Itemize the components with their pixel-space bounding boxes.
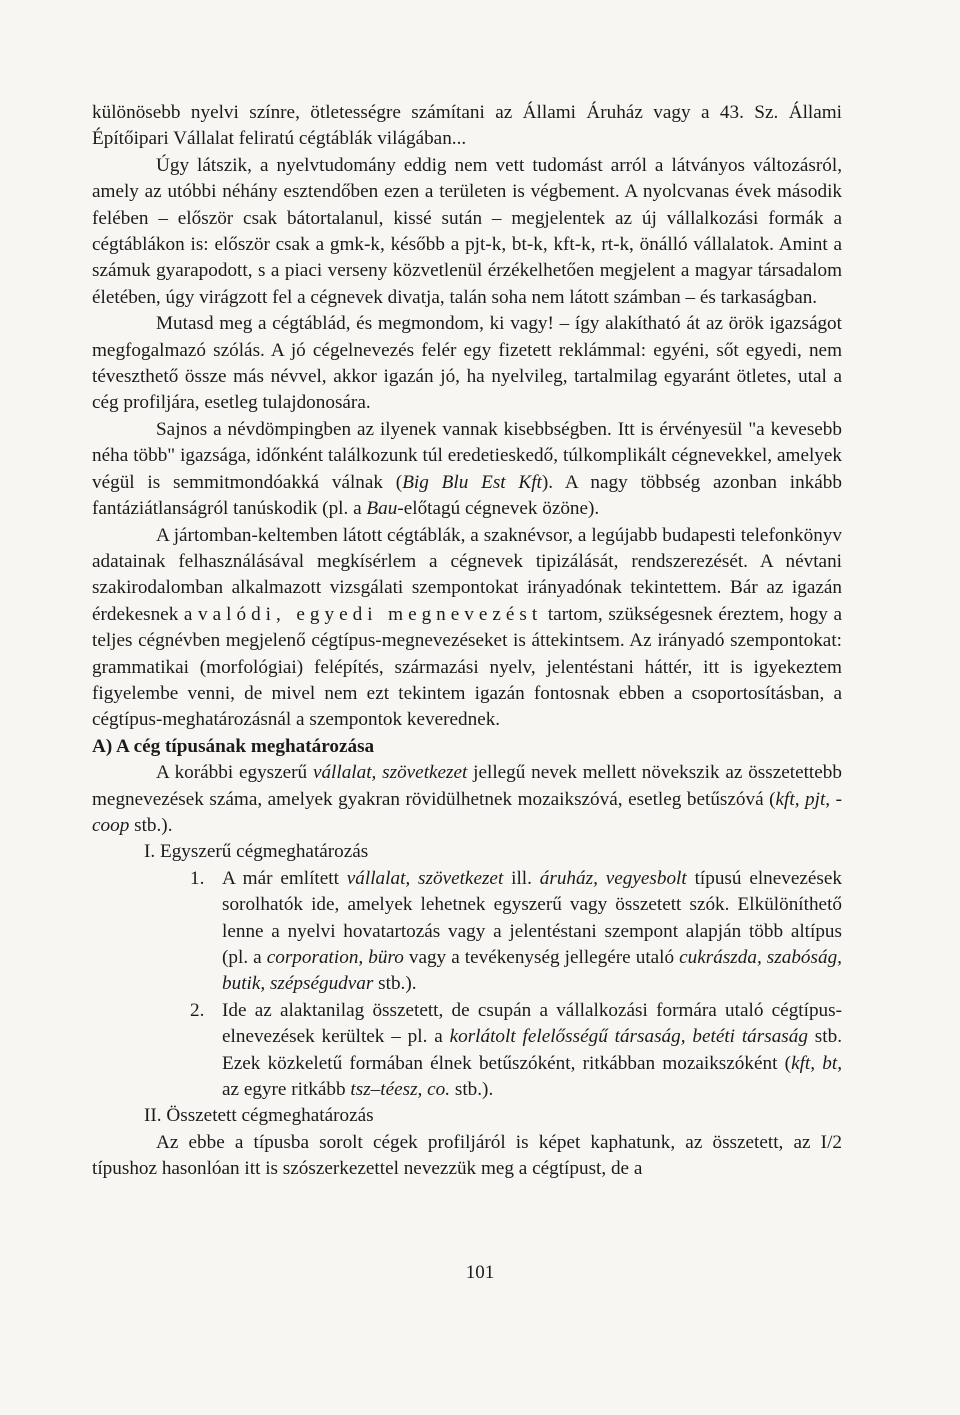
item-text: Ide az alaktanilag összetett, de csupán a vállalkozási formára utaló cégtípus-elnevezések kerültek – pl. a: [222, 999, 842, 1048]
item-example: vállalat, szövetkezet: [346, 867, 504, 889]
list-item: [190, 866, 842, 998]
subsection-2-text: Az ebbe a típusba sorolt cégek profiljáról is képet kaphatunk, az összetett, az I/2 típushoz hasonlóan itt is szószerkezettel nevezzük meg a cégtípust, de a: [92, 1131, 842, 1180]
section-a-heading: A) A cég típusának meghatározása: [92, 735, 375, 757]
paragraph-4: [92, 417, 842, 523]
intro-example-1: vállalat, szövetkezet: [312, 762, 468, 784]
item-example: áruház, vegyesbolt: [539, 867, 687, 889]
item-text: stb. Ezek közkeletű formában élnek betűszóként, ritkábban mozaikszóként (: [222, 1026, 842, 1074]
section-a-intro: [92, 760, 842, 839]
p4-text-c: -előtagú cégnevek özöne).: [397, 498, 600, 520]
subsection-2-heading: II. Összetett cégmeghatározás: [144, 1105, 374, 1127]
p4-example-2: Bau: [366, 498, 398, 520]
paragraph-2: Úgy látszik, a nyelvtudomány eddig nem vett tudomást arról a látványos változásról, amely az utóbbi néhány esztendőben ezen a területen is végbement. A nyolcvanas évek második felében – először csak bátortalanul, kissé sután – megjelentek az új vállalkozási formák a cégtáblákon is: először csak a gmk-k, később a pjt-k, bt-k, kft-k, rt-k, önálló vállalatok. Amint a számuk gyarapodott, s a piaci verseny közvetlenül érzékelhetően megjelent a magyar társadalom életében, úgy virágzott fel a cégnevek divatja, talán soha nem látott számban – és tarkaságban.: [92, 154, 842, 308]
item-number: 1.: [190, 867, 205, 889]
paragraph-1: különösebb nyelvi színre, ötletességre számítani az Állami Áruház vagy a 43. Sz. Állami Építőipari Vállalat feliratú cégtáblák világában...: [92, 102, 842, 150]
paragraph-5: [92, 523, 842, 734]
item-body: [222, 866, 842, 998]
item-text: típusú elnevezések sorolhatók ide, amelyek lehetnek egyszerű vagy összetett szók. Elkülöníthető lenne a nyelvi hovatartozás vagy a jelentéstani szempont alapján több altípus (pl. a: [222, 867, 842, 968]
item-example: korlátolt felelősségű társaság, betéti társaság: [449, 1026, 808, 1048]
item-text: ill.: [503, 867, 540, 889]
item-example: tsz–téesz, co.: [350, 1079, 451, 1101]
list-item: [190, 998, 842, 1104]
subsection-1-heading: I. Egyszerű cégmeghatározás: [144, 841, 369, 863]
item-text: stb.).: [450, 1079, 494, 1101]
item-example: corporation, büro: [266, 947, 404, 968]
item-body: [222, 998, 842, 1104]
item-text: az egyre ritkább: [222, 1079, 351, 1101]
body-text: [92, 100, 842, 1183]
item-number: 2.: [190, 999, 205, 1021]
p5-text-a: A jártomban-keltemben látott cégtáblák, a szaknévsor, a legújabb budapesti telefonkönyv adatainak felhasználásával megkísérlem a cégnevek tipizálását, rendszerezését. A névtani szakirodalomban alkalmazott vizsgálati szempontokat irányadónak tekintettem. Bár az igazán érdekesnek a: [92, 524, 842, 625]
intro-text-c: stb.).: [129, 814, 173, 836]
intro-text-b: jellegű nevek mellett növekszik az összetettebb megnevezések száma, amelyek gyakran rövidülhetnek mozaikszóvá, esetleg betűszóvá (: [92, 762, 842, 810]
item-example: cukrászda, szabóság, butik, szépségudvar: [222, 947, 842, 995]
p4-text-b: ). A nagy többség azonban inkább fantáziátlanságról tanúskodik (pl. a: [92, 471, 842, 520]
item-text: vagy a tevékenység jellegére utaló: [403, 947, 680, 968]
p5-spaced-text: valódi, egyedi megnevezést: [198, 603, 543, 625]
page-number: 101: [465, 1262, 495, 1283]
item-text: A már említett: [222, 867, 347, 889]
intro-text-a: A korábbi egyszerű: [156, 762, 313, 784]
item-example: kft, bt,: [791, 1052, 842, 1074]
p4-text-a: Sajnos a névdömpingben az ilyenek vannak kisebbségben. Itt is érvényesül "a kevesebb néha több" igazsága, időnként találkozunk túl eredetieskedő, túlkomplikált cégnevekkel, amelyek végül is semmitmondóakká válnak (: [92, 418, 842, 493]
p5-text-b: tartom, szükségesnek éreztem, hogy a teljes cégnévben megjelenő cégtípus-megnevezéseket is áttekintsem. Az irányadó szempontokat: grammatikai (morfológiai) felépítés, származási nyelv, jelentéstani háttér, itt is igyekeztem figyelembe venni, de mivel nem ezt tekintem igazán fontosnak ebben a csoportosításban, a cégtípus-meghatározásnál a szempontok keverednek.: [92, 603, 842, 731]
item-text: stb.).: [373, 973, 417, 995]
p4-example-1: Big Blu Est Kft: [402, 471, 542, 493]
intro-example-2: kft, pjt, -coop: [92, 788, 843, 836]
paragraph-3: Mutasd meg a cégtáblád, és megmondom, ki vagy! – így alakítható át az örök igazságot megfogalmazó szólás. A jó cégelnevezés felér egy fizetett reklámmal: egyéni, sőt egyedi, nem téveszthető össze más névvel, akkor igazán jó, ha nyelvileg, tartalmilag egyaránt ötletes, utal a cég profiljára, esetleg tulajdonosára.: [92, 313, 842, 414]
